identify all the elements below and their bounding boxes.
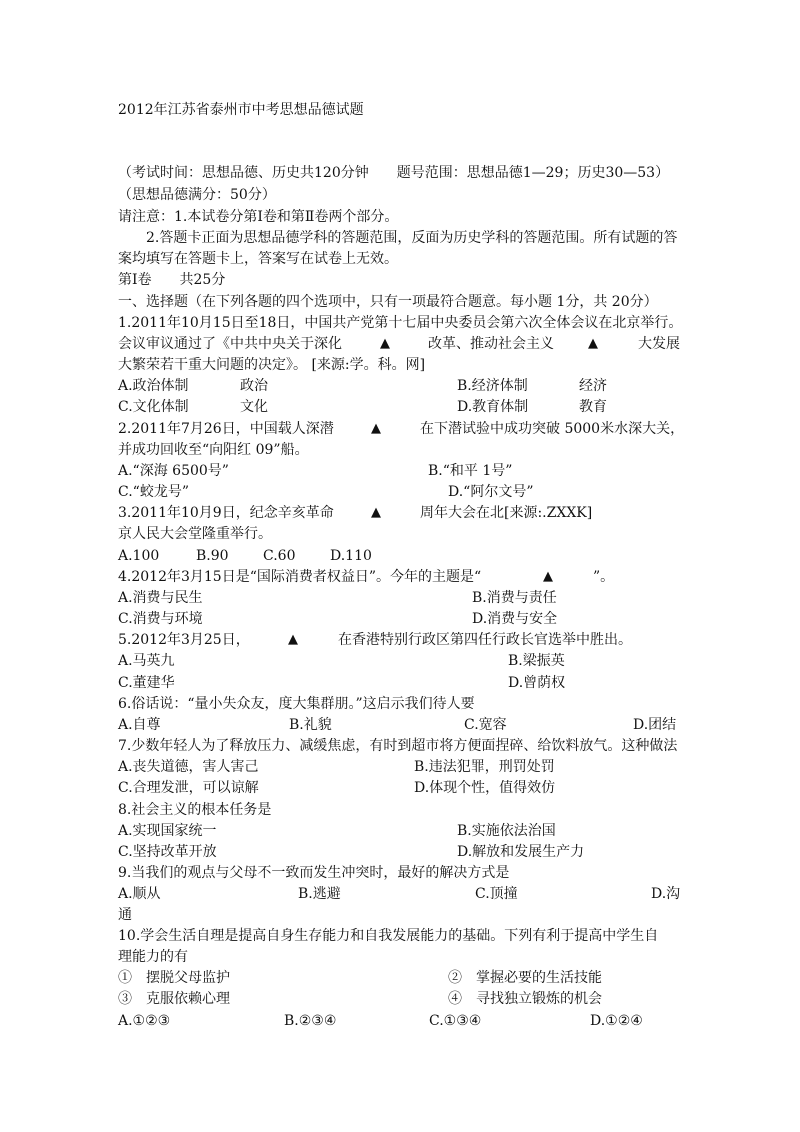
option-b: B.违法犯罪，刑罚处罚 (414, 759, 555, 775)
blank-marker: ▲ (371, 421, 381, 436)
option-a: A.政治体制 (118, 378, 189, 394)
option-b: B.经济体制 (457, 378, 528, 394)
option-b: B.梁振英 (508, 653, 565, 669)
question-10-stem: 10.学会生活自理是提高自身生存能力和自我发展能力的基础。下列有利于提高中学生自 (118, 928, 659, 944)
section-instructions: 一、选择题（在下列各题的四个选项中，只有一项最符合题意。每小题 1分，共 20分） (118, 294, 658, 310)
question-7-stem: 7.少数年轻人为了释放压力、减缓焦虑，有时到超市将方便面捏碎、给饮料放气。这种做法 (118, 738, 678, 754)
statement-3: ③ 克服依赖心理 (118, 991, 230, 1007)
statement-2: ② 掌握必要的生活技能 (448, 970, 602, 986)
option-c: C.顶撞 (475, 886, 518, 902)
note-1: 请注意：1.本试卷分第Ⅰ卷和第Ⅱ卷两个部分。 (118, 209, 399, 225)
option-b: B.逃避 (298, 886, 341, 902)
blank-marker: ▲ (288, 632, 298, 647)
option-c: C.合理发泄，可以谅解 (118, 780, 259, 796)
option-a: A.①②③ (118, 1013, 171, 1029)
option-a-2: 政治 (240, 378, 268, 394)
statement-1: ① 摆脱父母监护 (118, 970, 230, 986)
option-a: A.马英九 (118, 653, 175, 669)
option-c: C.宽容 (464, 717, 507, 733)
option-a: A.消费与民生 (118, 590, 203, 606)
option-a: A.实现国家统一 (118, 823, 217, 839)
option-a: A.自尊 (118, 717, 161, 733)
option-c: C.①③④ (429, 1013, 482, 1029)
option-b: B.90 (196, 548, 229, 564)
note-2-continued: 案均填写在答题卡上，答案写在试卷上无效。 (118, 251, 398, 267)
q2-text-b: 在下潜试验中成功突破 5000米水深大关， (420, 421, 685, 437)
full-score-info: （思想品德满分：50分） (118, 187, 276, 203)
option-d: D.①②④ (590, 1013, 643, 1029)
q5-text-b: 在香港特别行政区第四任行政长官选举中胜出。 (338, 632, 632, 648)
question-10-stem-line2: 理能力的有 (118, 949, 188, 965)
question-9-stem: 9.当我们的观点与父母不一致而发生冲突时，最好的解决方式是 (118, 865, 510, 881)
q4-text-b: ”。 (593, 569, 615, 585)
option-b-2: 经济 (579, 378, 607, 394)
option-d: D.“阿尔文号” (448, 484, 534, 500)
volume-heading: 第Ⅰ卷 共25分 (118, 272, 226, 288)
q4-text-a: 4.2012年3月15日是“国际消费者权益日”。今年的主题是“ (118, 569, 482, 585)
blank-marker: ▲ (543, 569, 553, 584)
q1-text-b: 改革、推动社会主义 (428, 336, 554, 352)
exam-time-info: （考试时间：思想品德、历史共120分钟 题号范围：思想品德1—29；历史30—53） (118, 165, 670, 181)
option-d: D.110 (330, 548, 372, 564)
option-a: A.丧失道德，害人害己 (118, 759, 259, 775)
question-8-stem: 8.社会主义的根本任务是 (118, 802, 272, 818)
option-c: C.坚持改革开放 (118, 844, 217, 860)
blank-marker: ▲ (380, 336, 390, 351)
q1-text-a: 会议审议通过了《中共中央关于深化 (118, 336, 342, 352)
statement-4: ④ 寻找独立锻炼的机会 (448, 991, 602, 1007)
option-c: C.董建华 (118, 675, 175, 691)
question-9-option-d-wrap: 通 (118, 907, 132, 923)
option-b: B.礼貌 (289, 717, 332, 733)
question-1-stem: 1.2011年10月15日至18日，中国共产党第十七届中央委员会第六次全体会议在北京举行。 (118, 315, 683, 331)
option-d: D.解放和发展生产力 (457, 844, 585, 860)
q5-text-a: 5.2012年3月25日， (118, 632, 250, 648)
option-d: D.曾荫权 (508, 675, 566, 691)
option-c: C.60 (263, 548, 296, 564)
blank-marker: ▲ (588, 336, 598, 351)
question-1-stem-line3: 大繁荣若干重大问题的决定》。 [来源:学。科。网] (118, 357, 426, 373)
option-c: C.消费与环境 (118, 611, 203, 627)
option-d: D.消费与安全 (472, 611, 558, 627)
option-d: D.体现个性，值得效仿 (414, 780, 556, 796)
q3-text-a: 3.2011年10月9日，纪念辛亥革命 (118, 505, 334, 521)
option-a: A.顺从 (118, 886, 161, 902)
note-2: 2.答题卡正面为思想品德学科的答题范围，反面为历史学科的答题范围。所有试题的答 (146, 230, 678, 246)
blank-marker: ▲ (371, 505, 381, 520)
option-b: B.消费与责任 (472, 590, 557, 606)
option-d: D.沟 (651, 886, 681, 902)
option-c: C.“蛟龙号” (118, 484, 189, 500)
question-3-stem-line2: 京人民大会堂隆重举行。 (118, 526, 272, 542)
option-b: B.“和平 1号” (428, 463, 513, 479)
option-b: B.②③④ (284, 1013, 337, 1029)
page-title: 2012年江苏省泰州市中考思想品德试题 (118, 102, 364, 118)
option-a: A.100 (118, 548, 160, 564)
option-b: B.实施依法治国 (457, 823, 556, 839)
option-a: A.“深海 6500号” (118, 463, 229, 479)
q1-text-c: 大发展 (638, 336, 680, 352)
option-d: D.团结 (633, 717, 677, 733)
option-d-2: 教育 (579, 399, 607, 415)
question-6-stem: 6.俗话说：“量小失众友，度大集群朋。”这启示我们待人要 (118, 696, 475, 712)
question-2-stem-line2: 并成功回收至“向阳红 09”船。 (118, 442, 309, 458)
option-c-2: 文化 (240, 399, 268, 415)
q3-text-b: 周年大会在北[来源:.ZXXK] (420, 505, 593, 521)
option-d: D.教育体制 (457, 399, 529, 415)
q2-text-a: 2.2011年7月26日，中国载人深潜 (118, 421, 334, 437)
option-c: C.文化体制 (118, 399, 189, 415)
